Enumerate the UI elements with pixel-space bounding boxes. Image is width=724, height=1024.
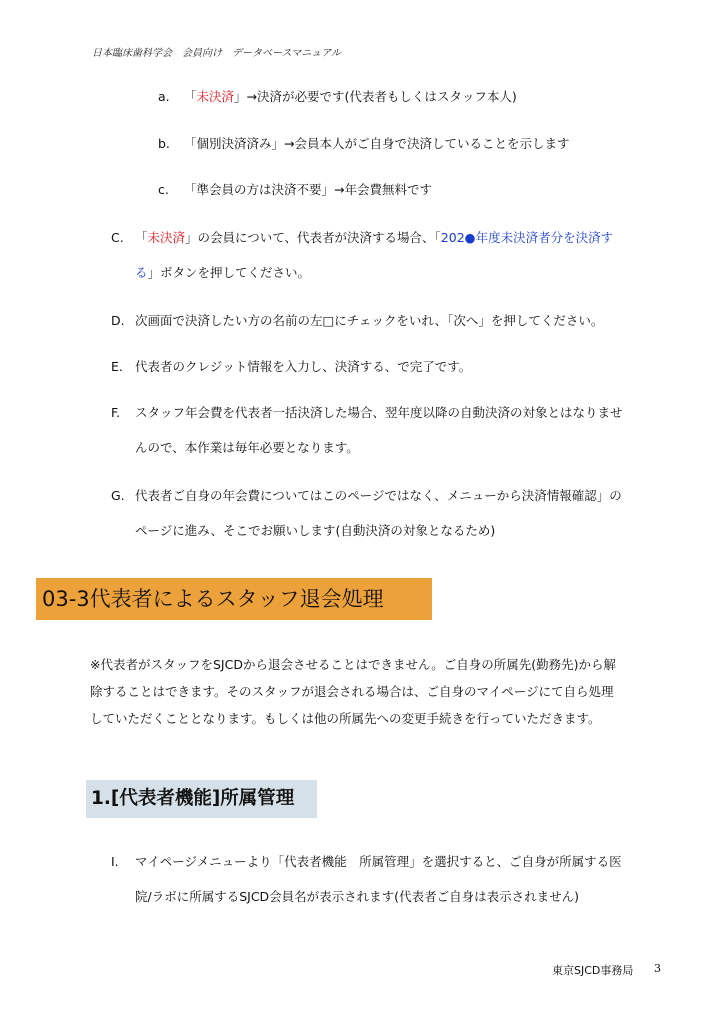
step-marker: E. — [111, 359, 123, 374]
step-text: 」の会員について、代表者が決済する場合、「 — [185, 230, 441, 245]
step-text: 」ボタンを押してください。 — [147, 265, 311, 280]
list-text: 「個別決済済み」→会員本人がご自身で決済していることを示します — [184, 136, 570, 151]
step-marker: G. — [111, 488, 125, 503]
item-i-line-1 — [111, 854, 622, 870]
list-item-c — [158, 182, 432, 198]
page-number: 3 — [654, 962, 661, 975]
list-text: →決済が必要です(代表者もしくはスタッフ本人) — [246, 89, 517, 104]
step-f-line-2: んので、本作業は毎年必要となります。 — [135, 440, 359, 455]
step-e — [111, 359, 471, 375]
bracket-open: 「 — [184, 89, 197, 104]
step-text: スタッフ年会費を代表者一括決済した場合、翌年度以降の自動決済の対象とはなりませ — [135, 405, 623, 420]
item-i-line-2: 院/ラボに所属するSJCD会員名が表示されます(代表者ご自身は表示されません) — [135, 889, 579, 904]
note-line-3: していただくこととなります。もしくは他の所属先への変更手続きを行っていただきます。 — [90, 711, 601, 726]
list-text: 「準会員の方は決済不要」→年会費無料です — [184, 182, 432, 197]
step-text: 次画面で決済したい方の名前の左□にチェックをいれ、「次へ」を押してください。 — [135, 313, 604, 328]
step-text: 代表者のクレジット情報を入力し、決済する、で完了です。 — [135, 359, 472, 374]
note-line-1: ※代表者がスタッフをSJCDから退会させることはできません。ご自身の所属先(勤務先)から解 — [90, 657, 616, 672]
bracket-close: 」 — [234, 89, 247, 104]
document-header: 日本臨床歯科学会 会員向け データベースマニュアル — [92, 48, 341, 59]
note-line-2: 除することはできます。そのスタッフが退会される場合は、ご自身のマイページにて自ら処理 — [90, 684, 614, 699]
pay-button-label: 202●年度未決済者分を決済す — [440, 230, 614, 245]
step-g-line-2: ページに進み、そこでお願いします(自動決済の対象となるため) — [135, 523, 496, 538]
step-f-line-1 — [111, 405, 623, 421]
step-marker: F. — [111, 405, 121, 420]
step-d — [111, 313, 603, 329]
step-g-line-1 — [111, 488, 622, 504]
list-marker: b. — [158, 136, 170, 151]
status-unpaid: 未決済 — [196, 89, 235, 104]
step-marker: C. — [111, 230, 124, 245]
footer-office: 東京SJCD事務局 — [552, 964, 634, 977]
bracket-open: 「 — [135, 230, 148, 245]
section-heading: 03-3代表者によるスタッフ退会処理 — [36, 578, 432, 620]
list-item-b — [158, 136, 569, 152]
list-marker: c. — [158, 182, 169, 197]
pay-button-label-cont: る — [135, 265, 148, 280]
subsection-heading: 1.[代表者機能]所属管理 — [86, 780, 317, 818]
step-c-line-1 — [111, 230, 613, 246]
step-c-line-2 — [135, 265, 310, 281]
list-item-a — [158, 89, 517, 105]
step-marker: D. — [111, 313, 125, 328]
step-text: マイページメニューより「代表者機能 所属管理」を選択すると、ご自身が所属する医 — [135, 854, 622, 869]
list-marker: a. — [158, 89, 170, 104]
status-unpaid: 未決済 — [147, 230, 186, 245]
step-text: 代表者ご自身の年会費についてはこのページではなく、メニューから決済情報確認」の — [135, 488, 622, 503]
step-marker: I. — [111, 854, 119, 869]
